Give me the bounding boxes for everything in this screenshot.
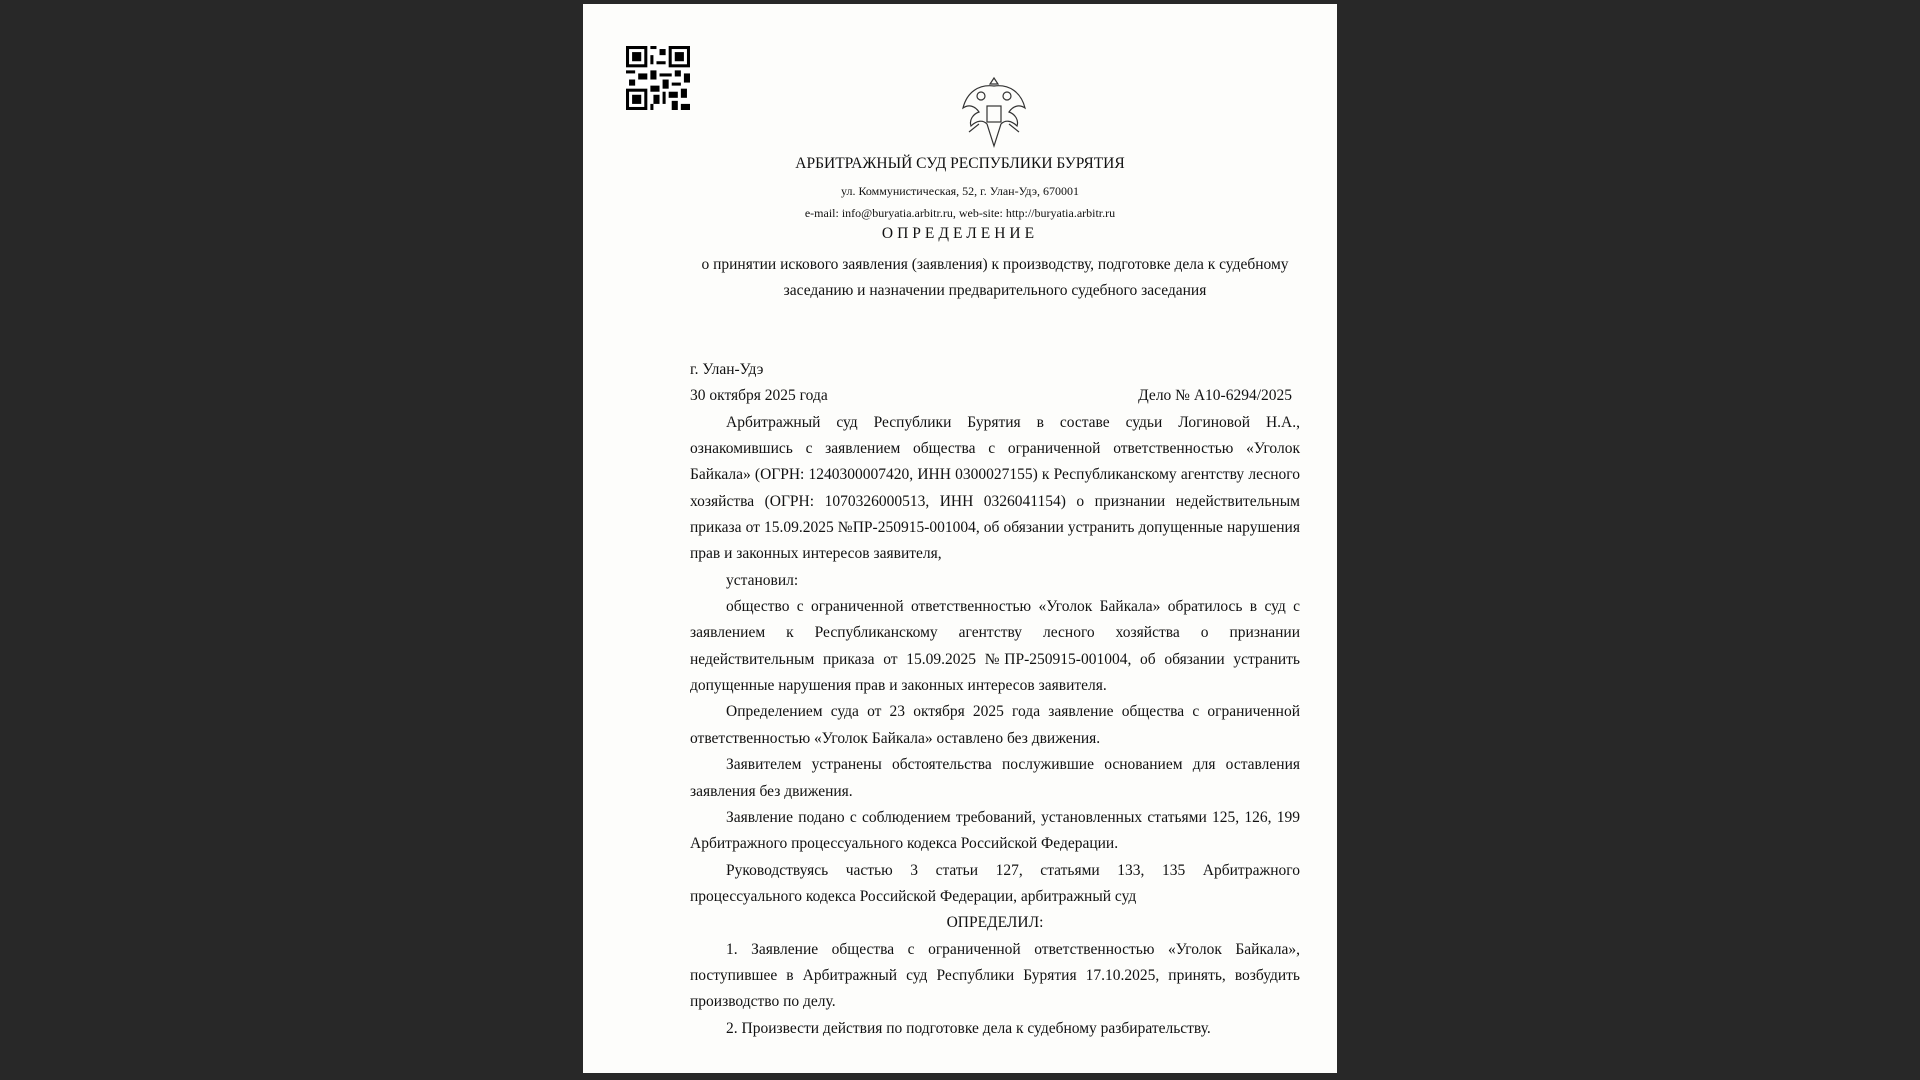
court-name: АРБИТРАЖНЫЙ СУД РЕСПУБЛИКИ БУРЯТИЯ xyxy=(795,155,1125,172)
court-contacts: e-mail: info@buryatia.arbitr.ru, web-site: http://buryatia.arbitr.ru xyxy=(804,206,1116,220)
body-paragraph: Заявление подано с соблюдением требований, установленных статьями 125, 126, 199 Арбитражного процессуального кодекса Российской Федерации. xyxy=(690,808,1300,853)
city: г. Улан-Удэ xyxy=(690,361,764,378)
established-heading: установил: xyxy=(726,571,799,589)
body-paragraph: Руководствуясь частью 3 статьи 127, статьями 133, 135 Арбитражного процессуального кодекса Российской Федерации, арбитражный суд xyxy=(690,861,1300,905)
qr-code-icon xyxy=(626,46,690,110)
body-paragraph: Определением суда от 23 октября 2025 года заявление общества с ограниченной ответственностью «Уголок Байкала» оставлено без движения. xyxy=(690,703,1300,747)
case-number: Дело № А10-6294/2025 xyxy=(1138,387,1292,405)
coat-of-arms-icon xyxy=(959,74,1029,150)
document-body xyxy=(690,357,1300,1042)
document-subtitle: о принятии искового заявления (заявления) к производству, подготовке дела к судебному заседанию и назначении предварительного судебного заседания xyxy=(701,256,1289,300)
document-page xyxy=(583,4,1337,1073)
date-case-row xyxy=(690,383,1300,409)
body-paragraph: общество с ограниченной ответственностью «Уголок Байкала» обратилось в суд с заявлением к Республиканскому агентству лесного хозяйства о признании недействительным приказа от 15.09.2025 №ПР-250915-001004, об обязании устранить допущенные нарушения прав и законных интересов заявителя. xyxy=(690,598,1300,695)
ruled-heading: ОПРЕДЕЛИЛ: xyxy=(946,914,1044,932)
ruling-item: 2. Произвести действия по подготовке дела к судебному разбирательству. xyxy=(726,1019,1211,1037)
document-type: ОПРЕДЕЛЕНИЕ xyxy=(881,225,1039,242)
body-paragraph: Заявителем устранены обстоятельства послужившие основанием для оставления заявления без движения. xyxy=(690,756,1300,800)
court-address: ул. Коммунистическая, 52, г. Улан-Удэ, 670001 xyxy=(841,184,1079,198)
document-date: 30 октября 2025 года xyxy=(690,387,828,405)
ruling-item: 1. Заявление общества с ограниченной ответственностью «Уголок Байкала», поступившее в Арбитражный суд Республики Бурятия 17.10.2025, принять, возбудить производство по делу. xyxy=(690,940,1300,1011)
intro-paragraph: Арбитражный суд Республики Бурятия в составе судьи Логиновой Н.А., ознакомившись с заявлением общества с ограниченной ответственностью «Уголок Байкала» (ОГРН: 1240300007420, ИНН 0300027155) к Республиканскому агентству лесного хозяйства (ОГРН: 1070326000513, ИНН 0326041154) о признании недействительным приказа от 15.09.2025 №ПР-250915-001004, об обязании устранить допущенные нарушения прав и законных интересов заявителя, xyxy=(690,413,1300,563)
